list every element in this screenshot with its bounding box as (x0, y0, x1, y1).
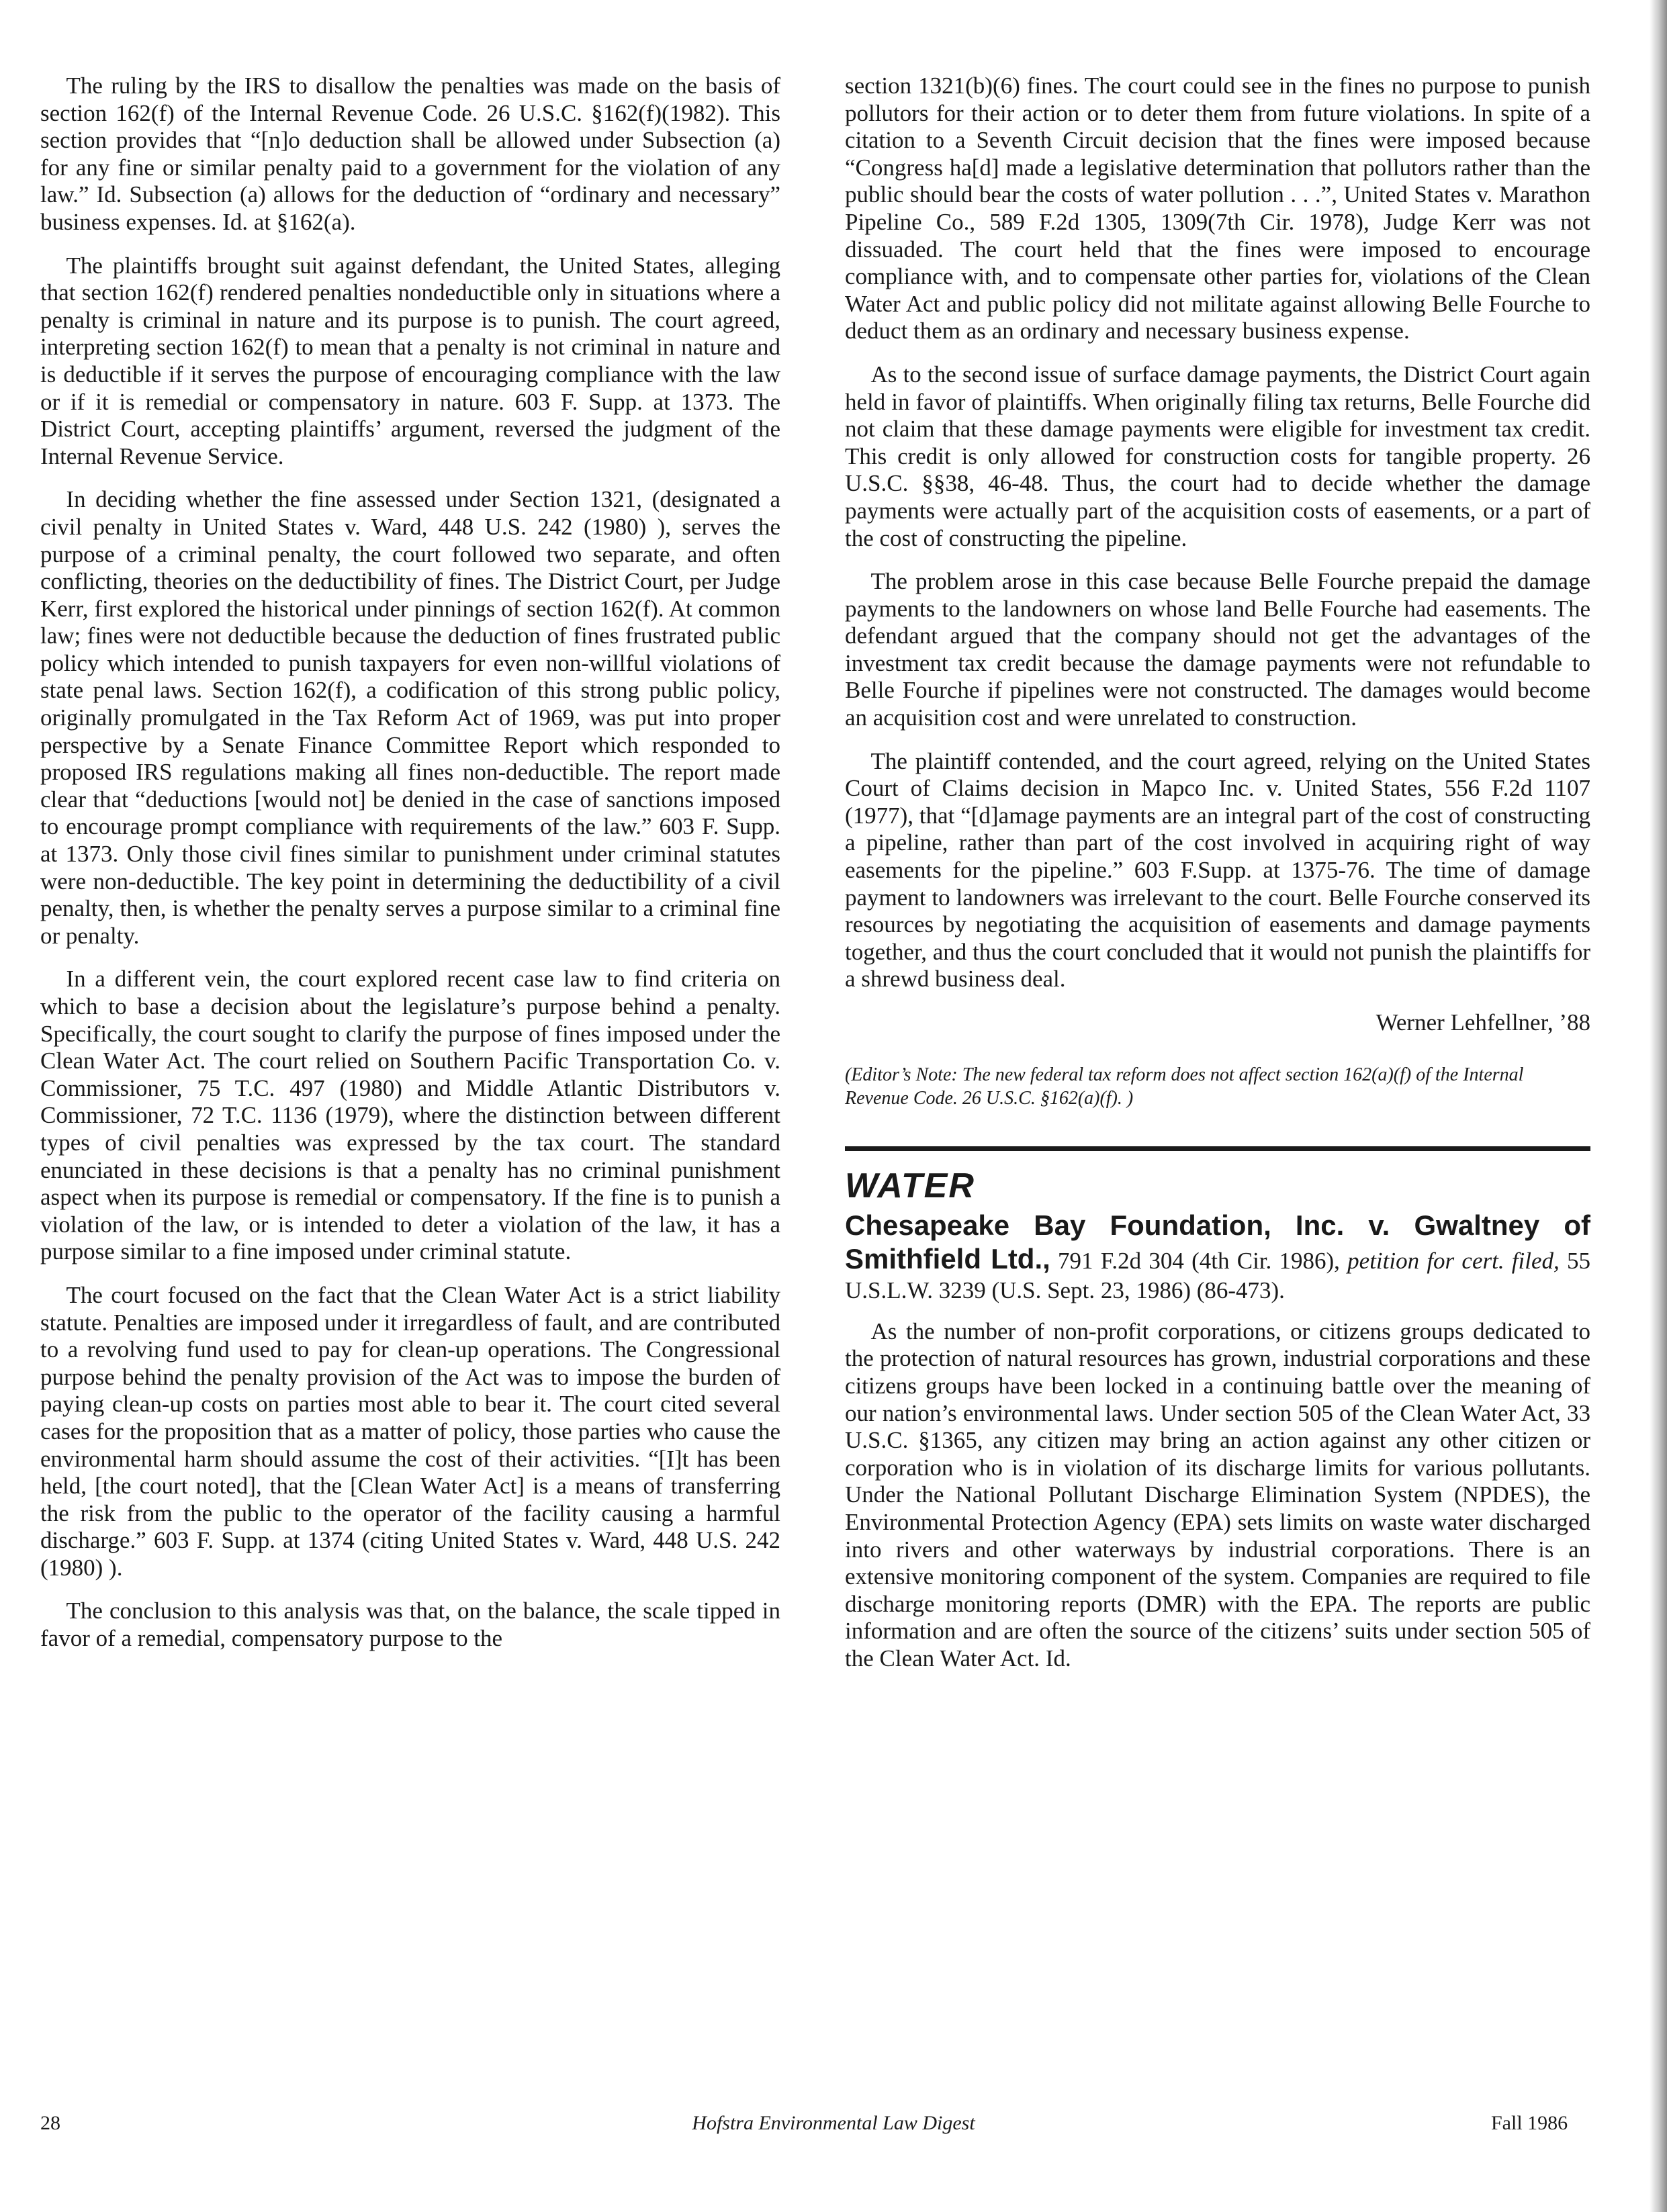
case-name: Chesapeake Bay Foundation, Inc. v. Gwaltney of Smithfield Ltd., (845, 1209, 1590, 1275)
case-citation-tail: 55 U.S.L.W. 3239 (U.S. Sept. 23, 1986) (86-473). (845, 1248, 1590, 1303)
section-divider (845, 1146, 1590, 1151)
paragraph: The court focused on the fact that the Clean Water Act is a strict liability statute. Penalties are imposed under it irregardless of fault, and are contributed to a revolving fund used to pay for clean-up operations. The Congressional purpose behind the penalty provision of the Act was to impose the burden of paying clean-up costs on parties most able to bear it. The court cited several cases for the proposition that as a matter of policy, those parties who cause the environmental harm should assume the cost of their activities. “[I]t has been held, [the court noted], that the [Clean Water Act] is a means of transferring the risk from the public to the operator of the facility causing a harmful discharge.” 603 F. Supp. at 1374 (citing United States v. Ward, 448 U.S. 242 (1980) ). (40, 1281, 780, 1581)
paragraph: As the number of non-profit corporations, or citizens groups dedicated to the protection of natural resources has grown, industrial corporations and these citizens groups have been locked in a continuing battle over the meaning of our nation’s environmental laws. Under section 505 of the Clean Water Act, 33 U.S.C. §1365, any citizen may bring an action against any other citizen or corporation who is in violation of its discharge limits for various pollutants. Under the National Pollutant Discharge Elimination System (NPDES), the Environmental Protection Agency (EPA) sets limits on waste water discharged into rivers and other waterways by industrial corporations. There is an extensive monitoring component of the system. Companies are required to file discharge monitoring reports (DMR) with the EPA. The reports are public information and are often the source of the citizens’ suits under section 505 of the Clean Water Act. Id. (845, 1318, 1590, 1671)
case-citation-italic: petition for cert. filed, (1347, 1248, 1560, 1275)
paragraph: In a different vein, the court explored recent case law to find criteria on which to base a decision about the legislature’s purpose behind a penalty. Specifically, the court sought to clarify the purpose of fines imposed under the Clean Water Act. The court relied on Southern Pacific Transportation Co. v. Commissioner, 75 T.C. 497 (1980) and Middle Atlantic Distributors v. Commissioner, 72 T.C. 1136 (1979), where the distinction between different types of civil penalties was expressed by the tax court. The standard enunciated in these decisions is that a penalty has no criminal punishment aspect when its purpose is remedial or compensatory. If the fine is to punish a violation of the law, or is intended to deter a violation of the law, it has a purpose similar to a fine imposed under criminal statute. (40, 966, 780, 1265)
footer-page-number: 28 (40, 2112, 60, 2134)
case-heading (845, 1209, 1590, 1305)
paragraph: The problem arose in this case because Belle Fourche prepaid the damage payments to the landowners on whose land Belle Fourche had easements. The defendant argued that the company should not get the advantages of the investment tax credit because the damage payments were not refundable to Belle Fourche if pipelines were not constructed. The damages would become an acquisition cost and were unrelated to construction. (845, 568, 1590, 731)
section-title: WATER (845, 1166, 975, 1205)
footer-issue: Fall 1986 (1491, 2112, 1568, 2134)
left-column (40, 73, 780, 1669)
paragraph: The plaintiffs brought suit against defendant, the United States, alleging that section 162(f) rendered penalties nondeductible only in situations where a penalty is criminal in nature and its purpose is to punish. The court agreed, interpreting section 162(f) to mean that a penalty is not criminal in nature and is deductible if it serves the purpose of encouraging compliance with the law or if it is remedial or compensatory in nature. 603 F. Supp. at 1373. The District Court, accepting plaintiffs’ argument, reversed the judgment of the Internal Revenue Service. (40, 252, 780, 469)
page-edge-shadow (1650, 0, 1667, 2212)
paragraph: section 1321(b)(6) fines. The court could see in the fines no purpose to punish pollutors for their action or to deter them from future violations. In spite of a citation to a Seventh Circuit decision that the fines were imposed because “Congress ha[d] made a legislative determination that pollutors rather than the public should bear the costs of water pollution . . .”, United States v. Marathon Pipeline Co., 589 F.2d 1305, 1309(7th Cir. 1978), Judge Kerr was not dissuaded. The court held that the fines were imposed to encourage compliance with, and to compensate other parties for, violations of the Clean Water Act and public policy did not militate against allowing Belle Fourche to deduct them as an ordinary and necessary business expense. (845, 73, 1590, 344)
paragraph: The plaintiff contended, and the court agreed, relying on the United States Court of Claims decision in Mapco Inc. v. United States, 556 F.2d 1107 (1977), that “[d]amage payments are an integral part of the cost of constructing a pipeline, rather than part of the cost involved in acquiring right of way easements for the pipeline.” 603 F.Supp. at 1375-76. The time of damage payment to landowners was irrelevant to the court. Belle Fourche conserved its resources by negotiating the acquisition of easements and damage payments together, and thus the court concluded that it would not punish the plaintiffs for a shrewd business deal. (845, 747, 1590, 993)
paragraph: The ruling by the IRS to disallow the penalties was made on the basis of section 162(f) of the Internal Revenue Code. 26 U.S.C. §162(f)(1982). This section provides that “[n]o deduction shall be allowed under Subsection (a) for any fine or similar penalty paid to a government for the violation of any law.” Id. Subsection (a) allows for the deduction of “ordinary and necessary” business expenses. Id. at §162(a). (40, 73, 780, 235)
footer-journal: Hofstra Environmental Law Digest (692, 2112, 975, 2134)
case-citation: 791 F.2d 304 (4th Cir. 1986), (1050, 1248, 1348, 1275)
right-column (845, 73, 1590, 1689)
editors-note: (Editor’s Note: The new federal tax reform does not affect section 162(a)(f) of the Internal Revenue Code. 26 U.S.C. §162(a)(f). ) (845, 1064, 1524, 1109)
paragraph: As to the second issue of surface damage payments, the District Court again held in favor of plaintiffs. When originally filing tax returns, Belle Fourche did not claim that these damage payments were eligible for investment tax credit. This credit is only allowed for construction costs for tangible property. 26 U.S.C. §§38, 46-48. Thus, the court had to decide whether the damage payments were actually part of the acquisition costs of easements, or a part of the cost of constructing the pipeline. (845, 361, 1590, 551)
author-signature: Werner Lehfellner, ’88 (1376, 1009, 1590, 1035)
paragraph: In deciding whether the fine assessed under Section 1321, (designated a civil penalty in United States v. Ward, 448 U.S. 242 (1980) ), serves the purpose of a criminal penalty, the court followed two separate, and often conflicting, theories on the deductibility of fines. The District Court, per Judge Kerr, first explored the historical under pinnings of section 162(f). At common law; fines were not deductible because the deduction of fines frustrated public policy which intended to punish taxpayers for even non-willful violations of state penal laws. Section 162(f), a codification of this strong public policy, originally promulgated in the Tax Reform Act of 1969, was put into proper perspective by a Senate Finance Committee Report which responded to proposed IRS regulations making all fines non-deductible. The report made clear that “deductions [would not] be denied in the case of sanctions imposed to encourage prompt compliance with requirements of the law.” 603 F. Supp. at 1373. Only those civil fines similar to punishment under criminal statutes were non-deductible. The key point in determining the deductibility of a civil penalty, then, is whether the penalty serves a purpose similar to a criminal fine or penalty. (40, 486, 780, 949)
paragraph: The conclusion to this analysis was that, on the balance, the scale tipped in favor of a remedial, compensatory purpose to the (40, 1598, 780, 1652)
